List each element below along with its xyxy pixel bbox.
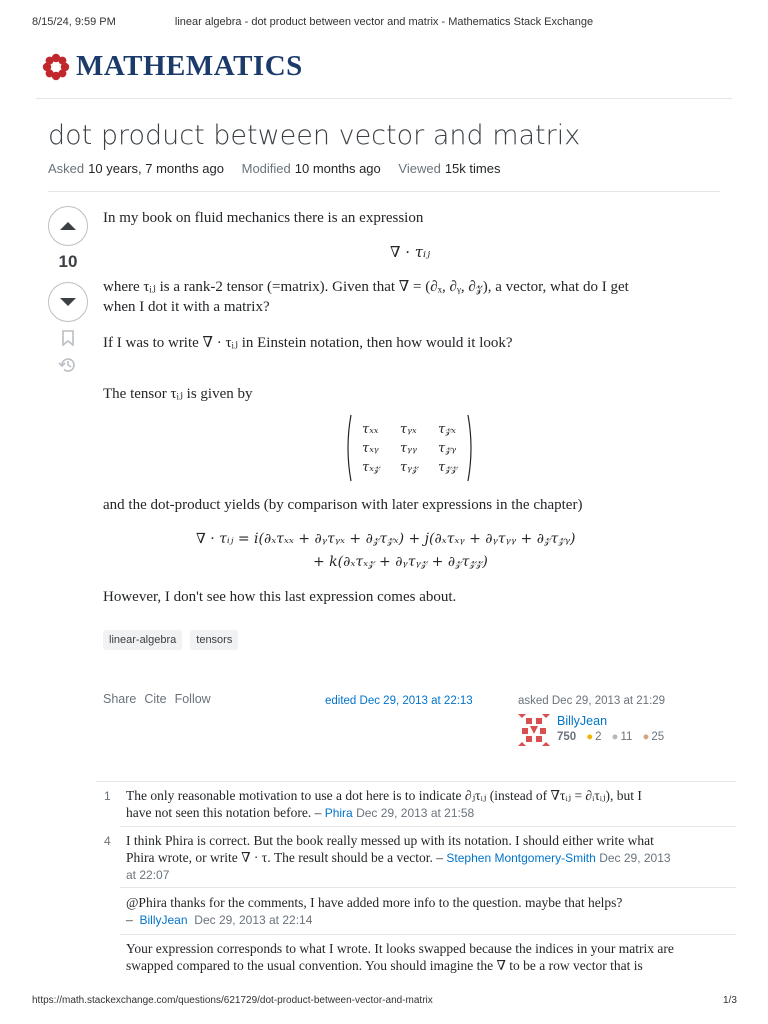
matrix-cell: τₓᵧ (362, 440, 379, 456)
user-reputation-row (557, 731, 664, 743)
matrix-row (352, 439, 467, 458)
title-divider (48, 191, 720, 192)
print-page-title: linear algebra - dot product between vector and matrix - Mathematics Stack Exchange (174, 16, 594, 28)
comment-text-line: I think Phira is correct. But the book really messed up with its notation. I should either write what (126, 833, 654, 848)
question-paragraph-2b: when I dot it with a matrix? (103, 299, 270, 315)
matrix-cell: τᵧₓ (399, 421, 417, 437)
question-paragraph-1: In my book on fluid mechanics there is an expression (103, 210, 424, 226)
right-paren (467, 414, 475, 482)
comment-separator (120, 887, 736, 888)
comment-score: 4 (104, 834, 111, 848)
tensor-matrix (344, 414, 475, 482)
comment-user-link[interactable]: Phira (324, 806, 353, 820)
site-name: MATHEMATICS (76, 50, 303, 82)
gold-badge-count: 2 (595, 731, 602, 743)
comment-text-line: Your expression corresponds to what I wrote. It looks swapped because the indices in your matrix are (126, 941, 674, 956)
comment-text-line: The only reasonable motivation to use a dot here is to indicate ∂ⱼτᵢⱼ (instead of ∇τᵢⱼ = ∂ᵢτᵢⱼ), but I (126, 788, 642, 803)
comment-text-line-2 (126, 849, 726, 867)
question-meta (48, 161, 514, 176)
comment-1 (126, 787, 726, 822)
share-link[interactable]: Share (103, 692, 137, 706)
matrix-cell: τᵧᵧ (399, 440, 417, 456)
print-page-indicator: 1/3 (723, 995, 737, 1006)
comment-separator (120, 934, 736, 935)
vote-count: 10 (58, 252, 78, 271)
print-url: https://math.stackexchange.com/questions/621729/dot-product-between-vector-and-matrix (32, 995, 433, 1006)
comments-divider (96, 781, 736, 782)
comment-text: – (126, 912, 133, 927)
question-paragraph-5: and the dot-product yields (by comparison with later expressions in the chapter) (103, 497, 583, 513)
print-datetime: 8/15/24, 9:59 PM (32, 16, 116, 28)
tag-tensors[interactable]: tensors (190, 630, 238, 650)
equation-2-line-2: + k(∂ₓτₓ𝓏 + ∂ᵧτᵧ𝓏 + ∂𝓏τ𝓏𝓏) (313, 554, 488, 570)
arrow-down-icon (60, 298, 76, 306)
downvote-button[interactable] (48, 282, 88, 322)
comment-text: Phira wrote, or write ∇ · τ. The result should be a vector. – (126, 850, 444, 865)
matrix-cell: τ𝓏ᵧ (438, 440, 457, 456)
matrix-table (352, 420, 467, 477)
comment-text: have not seen this notation before. – (126, 805, 322, 820)
matrix-row (352, 458, 467, 477)
bronze-badge-count: 25 (651, 731, 665, 743)
comment-score: 1 (104, 789, 111, 803)
comment-text-line: swapped compared to the usual convention. You should imagine the ∇ to be a row vector that is (126, 958, 643, 973)
viewed-value: 15k times (444, 161, 501, 176)
viewed-label: Viewed (398, 161, 441, 176)
question-paragraph-4: The tensor τᵢⱼ is given by (103, 386, 253, 402)
comment-text-line-2 (126, 804, 726, 822)
tag-list (103, 630, 238, 650)
comment-date-cont[interactable]: at 22:07 (126, 868, 170, 882)
comment-user-link[interactable]: Stephen Montgomery-Smith (446, 851, 596, 865)
post-actions (103, 692, 211, 706)
edited-info[interactable]: edited Dec 29, 2013 at 22:13 (325, 695, 473, 707)
matrix-cell: τᵧ𝓏 (399, 459, 418, 475)
asked-info: asked Dec 29, 2013 at 21:29 (518, 695, 666, 707)
question-paragraph-6: However, I don't see how this last expression comes about. (103, 589, 457, 605)
comment-3 (126, 894, 726, 929)
upvote-button[interactable] (48, 206, 88, 246)
site-logo[interactable] (42, 50, 303, 83)
asked-value: 10 years, 7 months ago (88, 161, 224, 176)
arrow-up-icon (60, 222, 76, 230)
comment-date[interactable]: Dec 29, 2013 (599, 851, 671, 865)
equation-1: ∇ · τᵢⱼ (389, 243, 431, 261)
silver-badge-count: 11 (620, 731, 633, 743)
comment-2 (126, 832, 726, 884)
matrix-row (352, 420, 467, 439)
modified-value[interactable]: 10 months ago (294, 161, 381, 176)
question-paragraph-3: If I was to write ∇ · τᵢⱼ in Einstein notation, then how would it look? (103, 335, 513, 351)
user-avatar[interactable] (518, 714, 550, 746)
bronze-badge-icon: ● (642, 731, 650, 743)
question-paragraph-2a: where τᵢⱼ is a rank-2 tensor (=matrix). Given that ∇ = (∂ₓ, ∂ᵧ, ∂𝓏), a vector, what do I get (103, 279, 629, 295)
comment-separator (120, 826, 736, 827)
header-divider (36, 98, 732, 99)
user-name[interactable]: BillyJean (557, 714, 608, 728)
matrix-cell: τₓₓ (362, 421, 379, 437)
matrix-cell: τ𝓏ₓ (438, 421, 456, 437)
mathematics-logo-icon (42, 53, 70, 81)
matrix-cell: τₓ𝓏 (362, 459, 380, 475)
comment-user-link[interactable]: BillyJean (139, 913, 188, 927)
bookmark-icon[interactable] (61, 330, 75, 346)
comment-date[interactable]: Dec 29, 2013 at 21:58 (356, 806, 475, 820)
matrix-cell: τ𝓏𝓏 (438, 459, 458, 475)
modified-label: Modified (241, 161, 291, 176)
equation-2-line-1: ∇ · τᵢⱼ = i(∂ₓτₓₓ + ∂ᵧτᵧₓ + ∂𝓏τ𝓏ₓ) + j(∂ₓτₓᵧ + ∂ᵧτᵧᵧ + ∂𝓏τ𝓏ᵧ) (196, 531, 576, 547)
history-icon[interactable] (58, 356, 78, 374)
silver-badge-icon: ● (611, 731, 619, 743)
cite-link[interactable]: Cite (144, 692, 167, 706)
left-paren (344, 414, 352, 482)
comment-text-line: @Phira thanks for the comments, I have added more info to the question. maybe that helps? (126, 895, 623, 910)
asked-label: Asked (48, 161, 85, 176)
question-title[interactable]: dot product between vector and matrix (48, 120, 581, 151)
user-reputation: 750 (557, 731, 577, 743)
gold-badge-icon: ● (586, 731, 594, 743)
comment-4 (126, 940, 726, 974)
follow-link[interactable]: Follow (174, 692, 211, 706)
comment-text-line-2 (126, 911, 726, 929)
comment-date[interactable]: Dec 29, 2013 at 22:14 (194, 913, 313, 927)
tag-linear-algebra[interactable]: linear-algebra (103, 630, 182, 650)
